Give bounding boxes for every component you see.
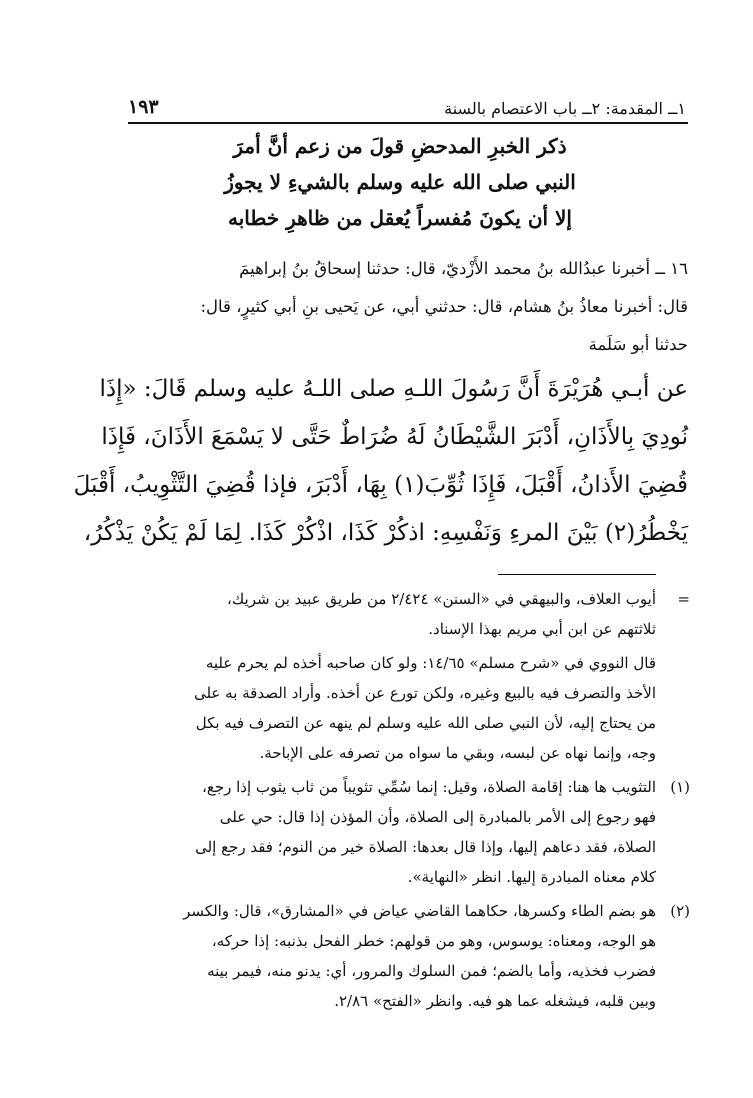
- running-header-title: ١ــ المقدمة: ٢ــ باب الاعتصام بالسنة: [444, 99, 686, 118]
- footnote-line: من يحتاج إليه، لأن النبي صلى الله عليه وسلم لم ينهه عن التصرف فيه بكل: [195, 714, 656, 732]
- footnote-line: هو الوجه، ومعناه: يوسوس، وهو من قولهم: خطر الفحل بذنبه: إذا حركه،: [211, 932, 656, 950]
- hadith-line: نُودِيَ بِالأَذَانِ، أَدْبَرَ الشَّيْطَانُ لَهُ ضُرَاطٌ حَتَّى لا يَسْمَعَ الأَذَانَ، فَإِذَا: [101, 424, 688, 450]
- chapter-title-line: النبي صلى الله عليه وسلم بالشيءِ لا يجوزُ: [224, 170, 576, 194]
- chapter-title-line: إلا أن يكونَ مُفسراً يُعقل من ظاهرِ خطابه: [227, 206, 572, 230]
- hadith-line: عن أبـي هُرَيْرَةَ أَنَّ رَسُولَ اللـهِ صلى اللـهُ عليه وسلم قَالَ: «إِذَا: [99, 376, 688, 402]
- page-number: ١٩٣: [128, 96, 159, 118]
- isnad-line: ١٦ ــ أخبرنا عبدُالله بنُ محمد الأَزْديّ، قال: حدثنا إسحاقُ بنُ إبراهيمَ: [239, 259, 688, 278]
- footnote-line: ثلاثتهم عن ابن أبي مريم بهذا الإسناد.: [428, 620, 656, 638]
- footnote-line: كلام معناه المبادرة إليها. انظر «النهاية».: [407, 868, 656, 886]
- hadith-text: [73, 365, 688, 557]
- footnote-line: التثويب ها هنا: إقامة الصلاة، وقيل: إنما سُمِّي تثويباً من ثاب يثوب إذا رجع،: [202, 778, 656, 796]
- footnote-line: قال النووي في «شرح مسلم» ١٤/٦٥: ولو كان صاحبه أخذه لم يحرم عليه: [205, 654, 656, 672]
- hadith-line: يَخْطُرُ(٢) بَيْنَ المرءِ وَنَفْسِهِ: اذكُرْ كَذَا، اذْكُرْ كَذَا. لِمَا لَمْ يَكُنْ يَذْكُرُ،: [83, 520, 688, 546]
- footnote-line: الأخذ والتصرف فيه بالبيع وغيره، ولكن تورع عن أخذه. وأراد الصدقة به على: [193, 684, 656, 702]
- footnote-line: وبين قلبه، فيشغله عما هو فيه. وانظر «الفتح» ٢/٨٦.: [334, 992, 656, 1010]
- footnote-mark: (١): [670, 778, 690, 796]
- footnote-mark: (٢): [670, 902, 690, 920]
- footnote-line: فضرب فخذيه، وأما بالضم؛ فمن السلوك والمرور، أي: يدنو منه، فيمر بينه: [207, 962, 656, 980]
- isnad-line: قال: أخبرنا معاذُ بنُ هشام، قال: حدثني أبي، عن يَحيى بنِ أبي كثيرٍ، قال:: [200, 297, 688, 316]
- footnote-1: [120, 772, 690, 892]
- header-rule: [128, 122, 688, 124]
- footnote-line: أيوب العلاف، والبيهقي في «السنن» ٢/٤٢٤ من طريق عبيد بن شريك،: [227, 590, 656, 608]
- running-header: [128, 88, 686, 118]
- isnad-line: حدثنا أبو سَلَمة: [588, 335, 688, 354]
- footnote-line: الصلاة، فقد دعاهم إليها، وإذا قال بعدها: الصلاة خير من النوم؛ فقد رجع إلى: [195, 838, 656, 856]
- footnote-2: [120, 896, 690, 1016]
- footnote-line: هو بضم الطاء وكسرها، حكاهما القاضي عياض في «المشارق»، قال: والكسر: [183, 902, 656, 920]
- footnote-continuation: [120, 584, 690, 768]
- hadith-line: قُضِيَ الأَذانُ، أَقْبَلَ، فَإِذَا ثُوِّبَ(١) بِهَا، أَدْبَرَ، فإذا قُضِيَ التَّثْوِيبُ، أَقْبَلَ: [73, 472, 688, 498]
- footnote-line: وجه، وإنما نهاه عن لبسه، وبقي ما سواه من تصرفه على الإباحة.: [259, 744, 656, 762]
- chapter-title-line: ذكر الخبرِ المدحضِ قولَ من زعم أنَّ أمرَ: [233, 134, 567, 158]
- footnote-line: فهو رجوع إلى الأمر بالمبادرة إلى الصلاة، وأن المؤذن إذا قال: حي على: [219, 808, 656, 826]
- footnote-mark: =: [677, 590, 690, 608]
- chapter-title: [200, 128, 600, 236]
- footnotes: [120, 584, 690, 1020]
- isnad-text: [128, 250, 688, 364]
- footnote-rule: [498, 574, 656, 575]
